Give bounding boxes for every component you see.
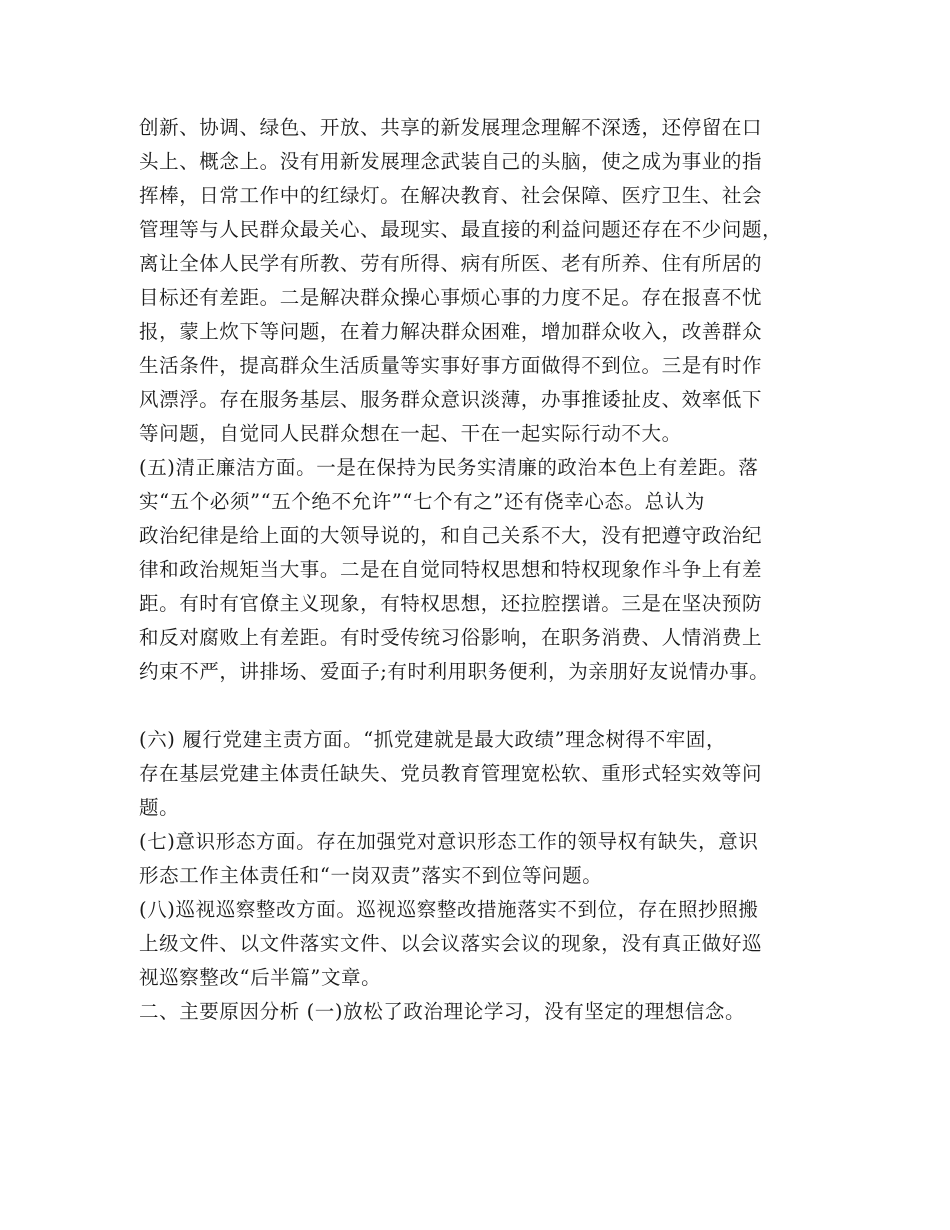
text-line: 律和政治规矩当大事。二是在自觉同特权思想和特权现象作斗争上有差 xyxy=(139,558,763,581)
text-line: 挥棒，日常工作中的红绿灯。在解决教育、社会保障、医疗卫生、社会 xyxy=(139,184,763,207)
text-line: 约束不严，讲排场、爱面子;有时利用职务便利，为亲朋好友说情办事。 xyxy=(139,660,770,683)
text-line: 管理等与人民群众最关心、最现实、最直接的利益问题还存在不少问题， xyxy=(139,218,783,241)
text-line: 视巡察整改“后半篇”文章。 xyxy=(139,966,382,989)
text-line: 创新、协调、绿色、开放、共享的新发展理念理解不深透，还停留在口 xyxy=(139,116,763,139)
text-line: 形态工作主体责任和“一岗双责”落实不到位等问题。 xyxy=(139,864,603,887)
text-line: 头上、概念上。没有用新发展理念武装自己的头脑，使之成为事业的指 xyxy=(139,150,763,173)
text-line: 离让全体人民学有所教、劳有所得、病有所医、老有所养、住有所居的 xyxy=(139,252,763,275)
text-line: 政治纪律是给上面的大领导说的，和自己关系不大，没有把遵守政治纪 xyxy=(139,524,763,547)
text-line: 实“五个必须”“五个绝不允许”“七个有之”还有侥幸心态。总认为 xyxy=(139,490,705,513)
text-line: 目标还有差距。二是解决群众操心事烦心事的力度不足。存在报喜不忧 xyxy=(139,286,763,309)
text-line: 上级文件、以文件落实文件、以会议落实会议的现象，没有真正做好巡 xyxy=(139,932,763,955)
text-line: 等问题，自觉同人民群众想在一起、干在一起实际行动不大。 xyxy=(139,422,682,445)
section-heading-line: (五)清正廉洁方面。一是在保持为民务实清廉的政治本色上有差距。落 xyxy=(139,456,759,479)
section-heading-line: (八)巡视巡察整改方面。巡视巡察整改措施落实不到位，存在照抄照搬 xyxy=(139,898,759,921)
section-heading-line: (六) 履行党建主责方面。“抓党建就是最大政绩”理念树得不牢固， xyxy=(139,728,727,751)
text-line: 距。有时有官僚主义现象，有特权思想，还拉腔摆谱。三是在坚决预防 xyxy=(139,592,763,615)
paragraph-gap xyxy=(139,689,839,723)
section-heading-line: (七)意识形态方面。存在加强党对意识形态工作的领导权有缺失，意识 xyxy=(139,830,759,853)
section-heading-line: 二、主要原因分析 (一)放松了政治理论学习，没有坚定的理想信念。 xyxy=(139,1000,746,1023)
text-line: 风漂浮。存在服务基层、服务群众意识淡薄，办事推诿扯皮、效率低下 xyxy=(139,388,763,411)
text-line: 和反对腐败上有差距。有时受传统习俗影响，在职务消费、人情消费上 xyxy=(139,626,763,649)
document-body xyxy=(139,111,839,1029)
text-line: 生活条件，提高群众生活质量等实事好事方面做得不到位。三是有时作 xyxy=(139,354,763,377)
text-line: 题。 xyxy=(139,796,180,819)
text-line: 报，蒙上炊下等问题，在着力解决群众困难，增加群众收入，改善群众 xyxy=(139,320,763,343)
text-line: 存在基层党建主体责任缺失、党员教育管理宽松软、重形式轻实效等问 xyxy=(139,762,763,785)
